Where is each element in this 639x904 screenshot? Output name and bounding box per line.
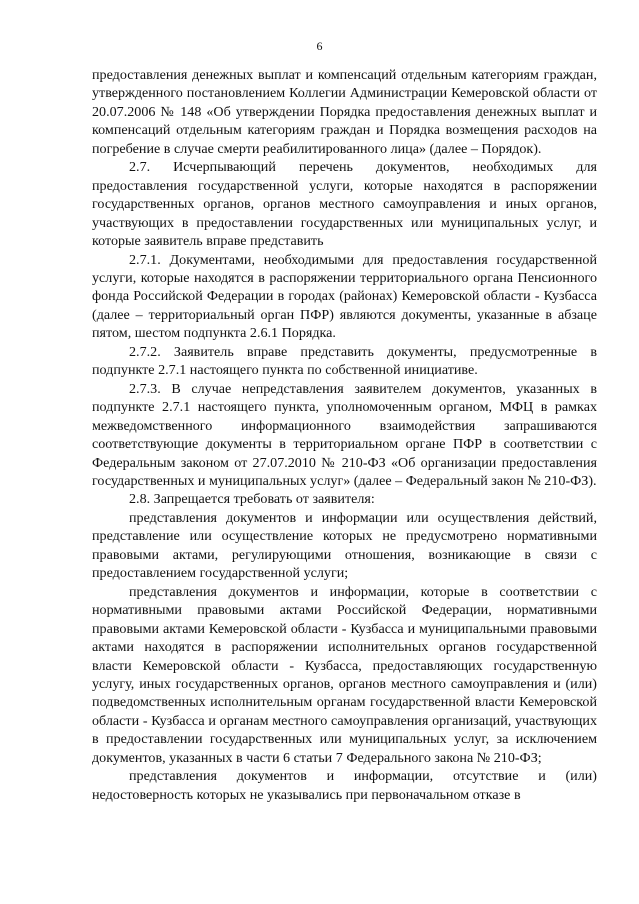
paragraph-list-item-2: представления документов и информации, которые в соответствии с нормативными правовыми актами Российской Федерации, нормативными правовыми актами Кемеровской области - Кузбасса и муниципальными правовыми актами находятся в распоряжении исполнительных органов государственной власти Кемеровской области - Кузбасса, предоставляющих государственную услугу, иных государственных органов, органов местного самоуправления и (или) подведомственных исполнительным органам государственной власти Кемеровской области - Кузбасса и органам местного самоуправления организаций, участвующих в предоставлении государственных или муниципальных услуг, за исключением документов, указанных в части 6 статьи 7 Федерального закона № 210-ФЗ; — [92, 583, 597, 766]
paragraph-2-7: 2.7. Исчерпывающий перечень документов, необходимых для предоставления государственной услуги, которые находятся в распоряжении государственных органов, органов местного самоуправления и иных органов, участвующих в предоставлении государственных или муниципальных услуг, и которые заявитель вправе представить — [92, 159, 597, 250]
paragraph-2-7-3: 2.7.3. В случае непредставления заявителем документов, указанных в подпункте 2.7.1 настоящего пункта, уполномоченным органом, МФЦ в рамках межведомственного информационного взаимодействия запрашиваются соответствующие документы в территориальном органе ПФР в соответствии с Федеральным законом от 27.07.2010 № 210-ФЗ «Об организации предоставления государственных и муниципальных услуг» (далее – Федеральный закон № 210-ФЗ). — [92, 380, 597, 489]
document-body — [92, 66, 597, 804]
paragraph-continuation: предоставления денежных выплат и компенсаций отдельным категориям граждан, утвержденного постановлением Коллегии Администрации Кемеровской области от 20.07.2006 № 148 «Об утверждении Порядка предоставления денежных выплат и компенсаций отдельным категориям граждан и Порядка возмещения расходов на погребение в случае смерти реабилитированного лица» (далее – Порядок). — [92, 67, 597, 157]
paragraph-list-item-1: представления документов и информации или осуществления действий, представление или осуществление которых не предусмотрено нормативными правовыми актами, регулирующими отношения, возникающие в связи с предоставлением государственной услуги; — [92, 509, 597, 582]
page-number: 6 — [316, 39, 323, 53]
paragraph-2-7-1: 2.7.1. Документами, необходимыми для предоставления государственной услуги, которые находятся в распоряжении территориального органа Пенсионного фонда Российской Федерации в городах (районах) Кемеровской области - Кузбасса (далее – территориальный орган ПФР) являются документы, указанные в абзаце пятом, шестом подпункта 2.6.1 Порядка. — [92, 251, 597, 342]
paragraph-list-item-3: представления документов и информации, отсутствие и (или) недостоверность которых не указывались при первоначальном отказе в — [92, 768, 597, 803]
paragraph-2-8: 2.8. Запрещается требовать от заявителя: — [129, 491, 375, 508]
paragraph-2-7-2: 2.7.2. Заявитель вправе представить документы, предусмотренные в подпункте 2.7.1 настоящего пункта по собственной инициативе. — [92, 343, 597, 379]
